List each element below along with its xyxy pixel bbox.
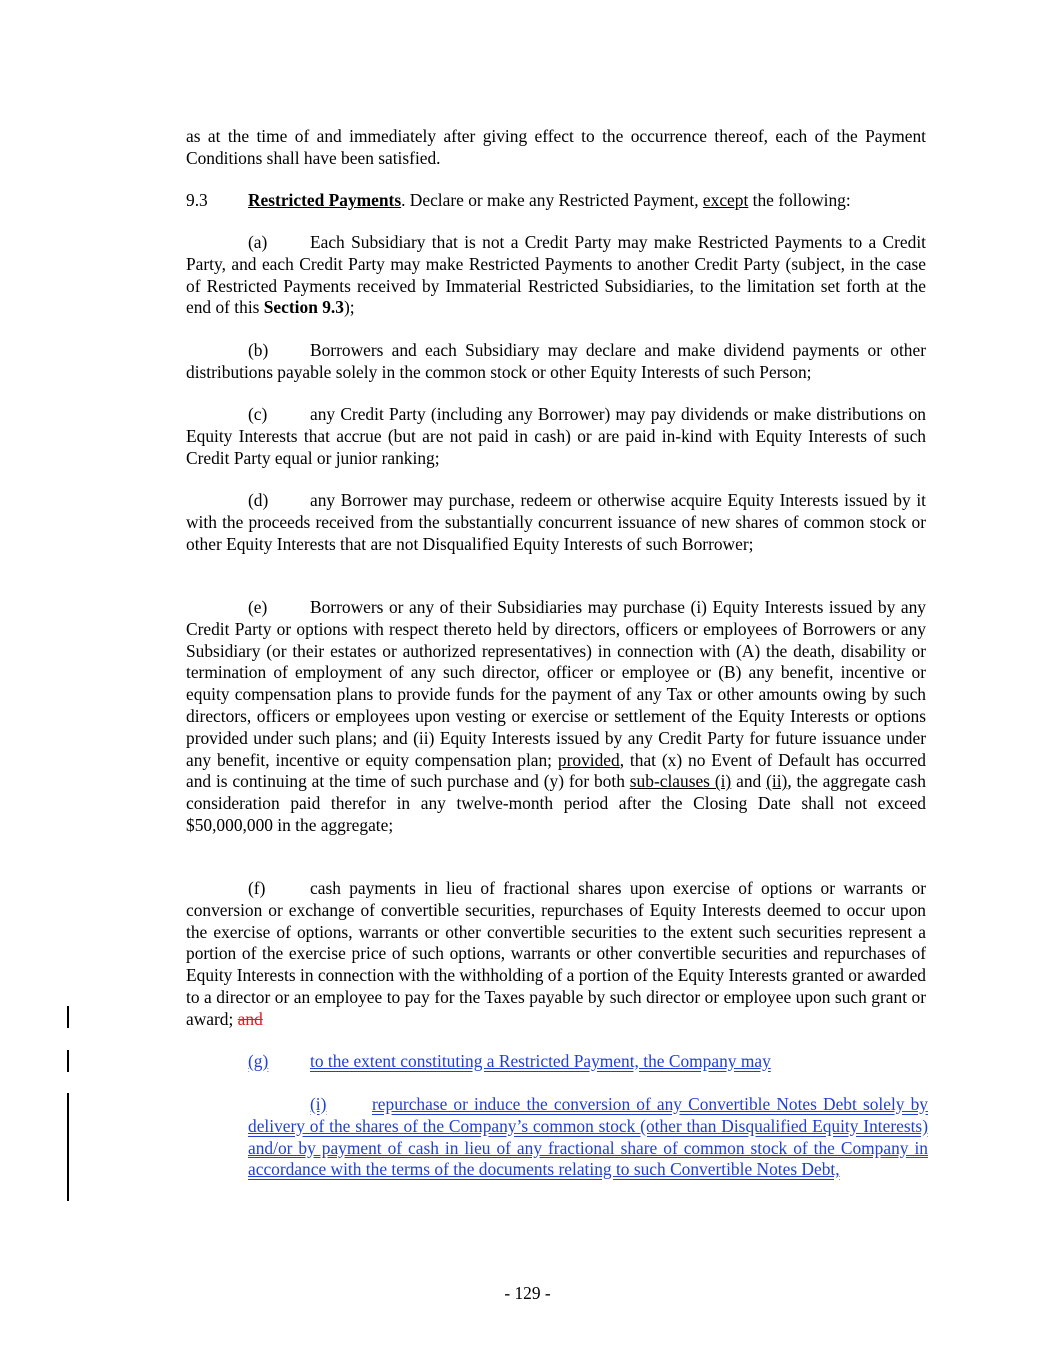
- clause-label: (f): [248, 878, 266, 898]
- inserted-clause-label: (i): [310, 1094, 327, 1114]
- clause-label: (b): [248, 340, 269, 360]
- clause-c: (c) any Credit Party (including any Borrower) may pay dividends or make distributions on Equity Interests that accrue (but are not paid in cash) or are paid in-kind with Equity Interests of such Credit Party equal or junior ranking;: [186, 404, 926, 468]
- clause-g-i: [248, 1094, 928, 1181]
- change-bar: [67, 1050, 69, 1072]
- section-title: Restricted Payments: [248, 190, 402, 210]
- clause-label: (a): [248, 232, 268, 252]
- except-term: except: [702, 190, 749, 210]
- page-number: - 129 -: [504, 1283, 551, 1303]
- section-heading: 9.3 Restricted Payments. Declare or make any Restricted Payment, except the following:: [186, 190, 851, 210]
- section-reference: Section 9.3: [263, 297, 344, 318]
- intro-paragraph: as at the time of and immediately after giving effect to the occurrence thereof, each of the Payment Conditions shall have been satisfied.: [186, 126, 926, 168]
- clause-label: (d): [248, 490, 269, 510]
- inserted-clause-label: (g): [248, 1051, 269, 1071]
- clause-b: (b) Borrowers and each Subsidiary may declare and make dividend payments or other distributions payable solely in the common stock or other Equity Interests of such Person;: [186, 340, 926, 382]
- clause-g: [248, 1051, 928, 1073]
- inserted-text: to the extent constituting a Restricted Payment, the Company may: [310, 1051, 771, 1071]
- clause-f: (f) cash payments in lieu of fractional shares upon exercise of options or warrants or conversion or exchange of convertible securities, repurchases of Equity Interests deemed to occur upon the exercise of options, warrants or other convertible securities to the extent such securities represent a portion of the exercise price of such options, warrants or other convertible securities and repurchases of Equity Interests in connection with the withholding of a portion of the Equity Interests granted or awarded to a director or an employee to pay for the Taxes payable by such director or employee upon such grant or award; and: [186, 878, 926, 1029]
- clause-a: (a) Each Subsidiary that is not a Credit Party may make Restricted Payments to a Credit Party, and each Credit Party may make Restricted Payments to another Credit Party (subject, in the case of Restricted Payments received by Immaterial Restricted Subsidiaries, to the limitation set forth at the end of this Section 9.3);: [186, 232, 926, 318]
- change-bar: [67, 1093, 69, 1201]
- change-bar: [67, 1006, 69, 1028]
- clause-label: (c): [248, 404, 268, 424]
- subclauses-reference: sub-clauses (i): [629, 771, 732, 792]
- subclause-ii-reference: (ii): [766, 771, 788, 792]
- clause-label: (e): [248, 597, 268, 617]
- clause-d: (d) any Borrower may purchase, redeem or otherwise acquire Equity Interests issued by it with the proceeds received from the substantially concurrent issuance of new shares of common stock or other Equity Interests that are not Disqualified Equity Interests of such Borrower;: [186, 490, 926, 554]
- clause-e: (e) Borrowers or any of their Subsidiaries may purchase (i) Equity Interests issued by any Credit Party or options with respect thereto held by directors, officers or employees of Borrowers or any Subsidiary (or their estates or authorized representatives) in connection with (A) the death, disability or termination of employment of any such director, officer or employee or (B) any benefit, incentive or equity compensation plans to provide funds for the payment of any Tax or other amounts owing by such directors, officers or employees upon vesting or exercise or settlement of the Equity Interests or options provided under such plans; and (ii) Equity Interests issued by any Credit Party for future issuance under any benefit, incentive or equity compensation plan; provided, that (x) no Event of Default has occurred and is continuing at the time of such purchase and (y) for both sub-clauses (i) and (ii), the aggregate cash consideration paid therefor in any twelve-month period after the Closing Date shall not exceed $50,000,000 in the aggregate;: [186, 597, 926, 835]
- deleted-text: and: [237, 1008, 263, 1029]
- section-number: 9.3: [186, 190, 208, 210]
- provided-term: provided: [557, 749, 620, 770]
- inserted-text: repurchase or induce the conversion of any Convertible Notes Debt solely by delivery of the shares of the Company’s common stock (other than Disqualified Equity Interests) and/or by payment of cash in lieu of any fractional share of common stock of the Company in accordance with the terms of the documents relating to such Convertible Notes Debt,: [248, 1094, 928, 1180]
